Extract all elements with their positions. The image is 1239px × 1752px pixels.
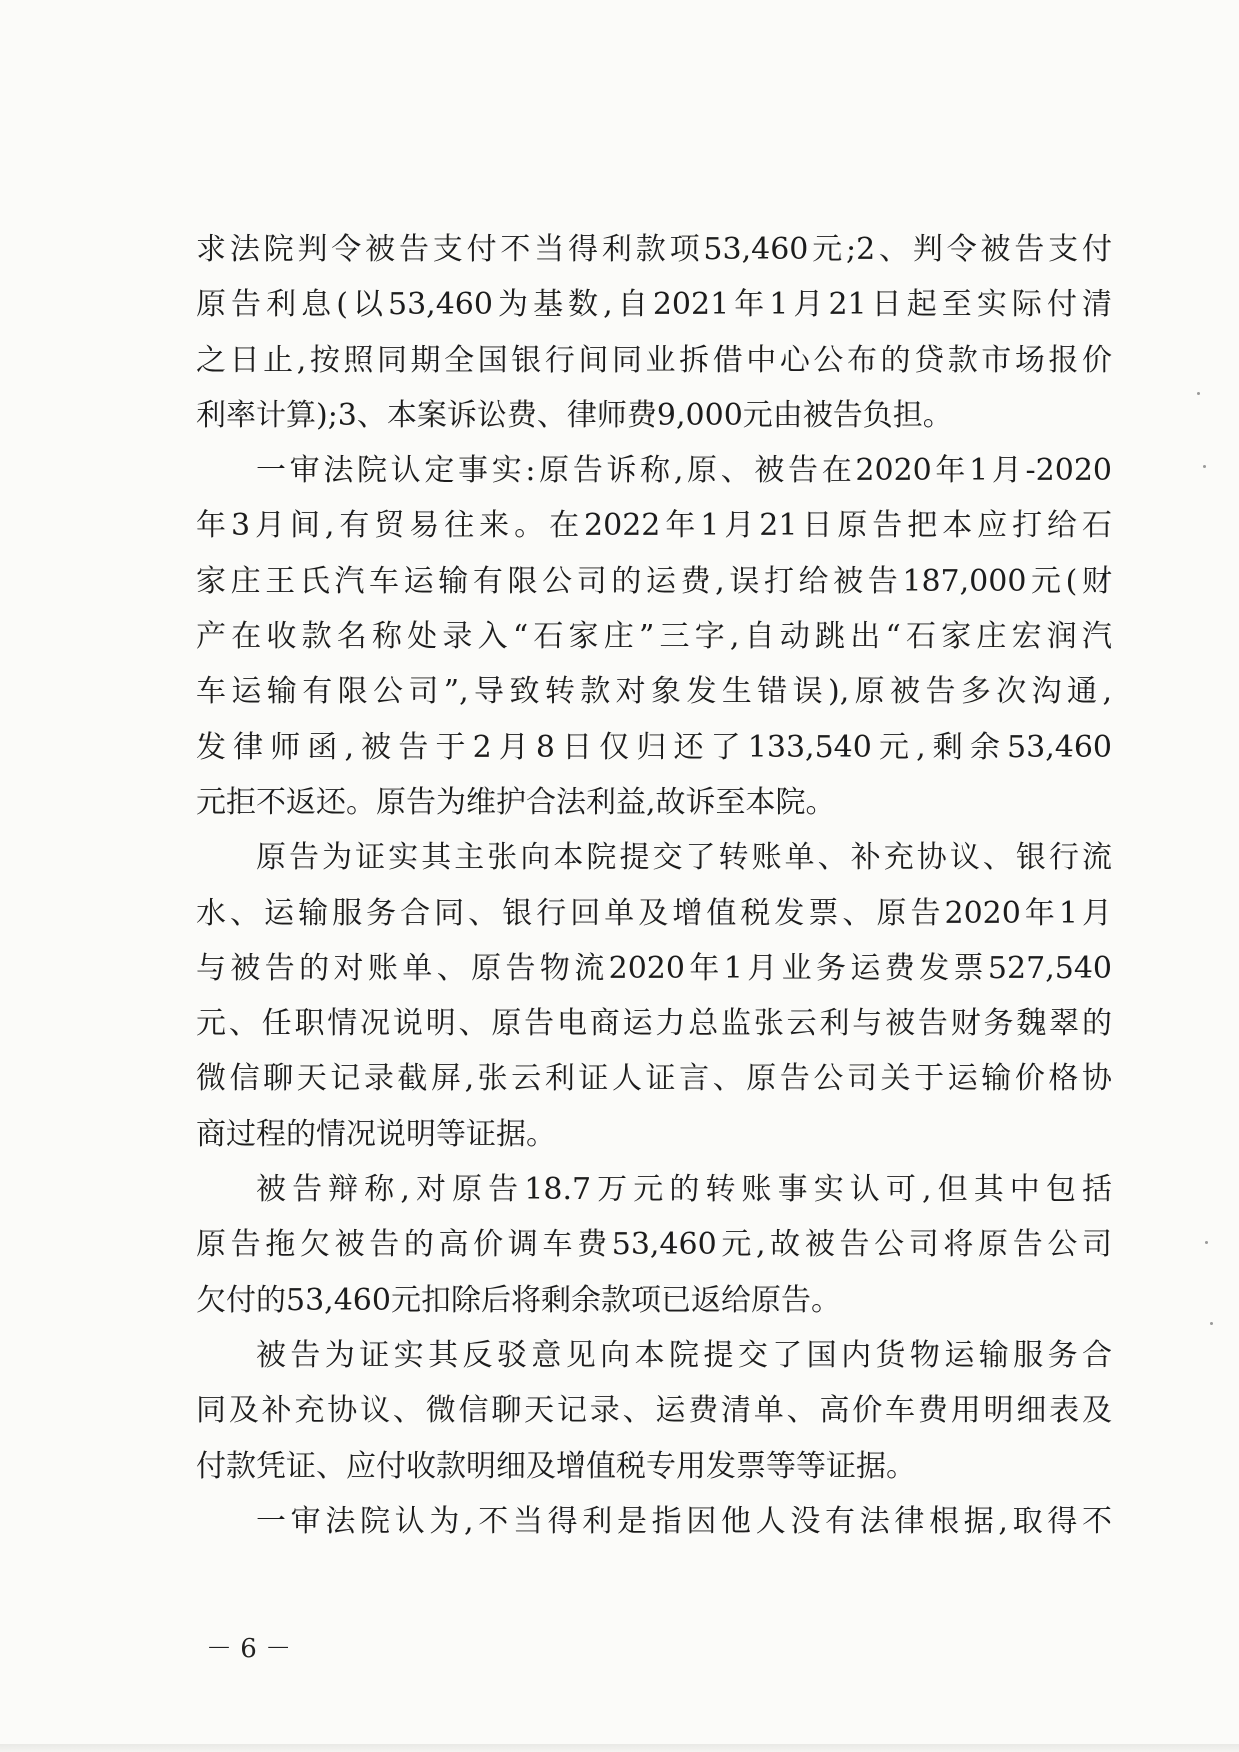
scan-speck [1205, 1241, 1208, 1244]
text-line: 元、任职情况说明、原告电商运力总监张云利与被告财务魏翠的 [196, 1006, 1112, 1042]
scan-speck [1197, 392, 1200, 395]
scan-edge [0, 1744, 1239, 1752]
text-line: 发律师函,被告于2月8日仅归还了133,540元,剩余53,460 [196, 729, 1112, 765]
text-line: 家庄王氏汽车运输有限公司的运费,误打给被告187,000元(财 [196, 563, 1112, 599]
text-line: 同及补充协议、微信聊天记录、运费清单、高价车费用明细表及 [196, 1393, 1112, 1429]
text-line: 微信聊天记录截屏,张云利证人证言、原告公司关于运输价格协 [196, 1061, 1112, 1097]
scan-speck [1210, 1322, 1213, 1325]
text-line: 元拒不返还。原告为维护合法利益,故诉至本院。 [196, 784, 836, 820]
document-body [196, 222, 1112, 1549]
scan-speck [1203, 465, 1206, 468]
page-number: － 6 － [206, 1634, 292, 1664]
paragraph-first-line: 原告为证实其主张向本院提交了转账单、补充协议、银行流 [256, 840, 1112, 876]
text-line: 与被告的对账单、原告物流2020年1月业务运费发票527,540 [196, 950, 1112, 986]
text-line: 年3月间,有贸易往来。在2022年1月21日原告把本应打给石 [196, 508, 1112, 544]
text-line: 利率计算);3、本案诉讼费、律师费9,000元由被告负担。 [196, 397, 953, 433]
text-line: 原告利息(以53,460为基数,自2021年1月21日起至实际付清 [196, 287, 1112, 323]
paragraph-first-line: 一审法院认定事实:原告诉称,原、被告在2020年1月-2020 [256, 453, 1112, 489]
text-line: 求法院判令被告支付不当得利款项53,460元;2、判令被告支付 [196, 232, 1112, 267]
text-line: 原告拖欠被告的高价调车费53,460元,故被告公司将原告公司 [196, 1227, 1112, 1263]
paragraph-first-line: 被告辩称,对原告18.7万元的转账事实认可,但其中包括 [256, 1172, 1112, 1208]
text-line: 水、运输服务合同、银行回单及增值税发票、原告2020年1月 [196, 895, 1112, 931]
text-line: 车运输有限公司”,导致转款对象发生错误),原被告多次沟通, [196, 674, 1112, 710]
paragraph-first-line: 被告为证实其反驳意见向本院提交了国内货物运输服务合 [256, 1337, 1112, 1373]
text-line: 产在收款名称处录入“石家庄”三字,自动跳出“石家庄宏润汽 [196, 619, 1112, 655]
text-line: 商过程的情况说明等证据。 [196, 1116, 556, 1152]
paragraph-first-line: 一审法院认为,不当得利是指因他人没有法律根据,取得不 [256, 1503, 1112, 1539]
text-line: 之日止,按照同期全国银行间同业拆借中心公布的贷款市场报价 [196, 342, 1112, 378]
text-line: 欠付的53,460元扣除后将剩余款项已返给原告。 [196, 1282, 841, 1318]
text-line: 付款凭证、应付收款明细及增值税专用发票等等证据。 [196, 1448, 916, 1484]
